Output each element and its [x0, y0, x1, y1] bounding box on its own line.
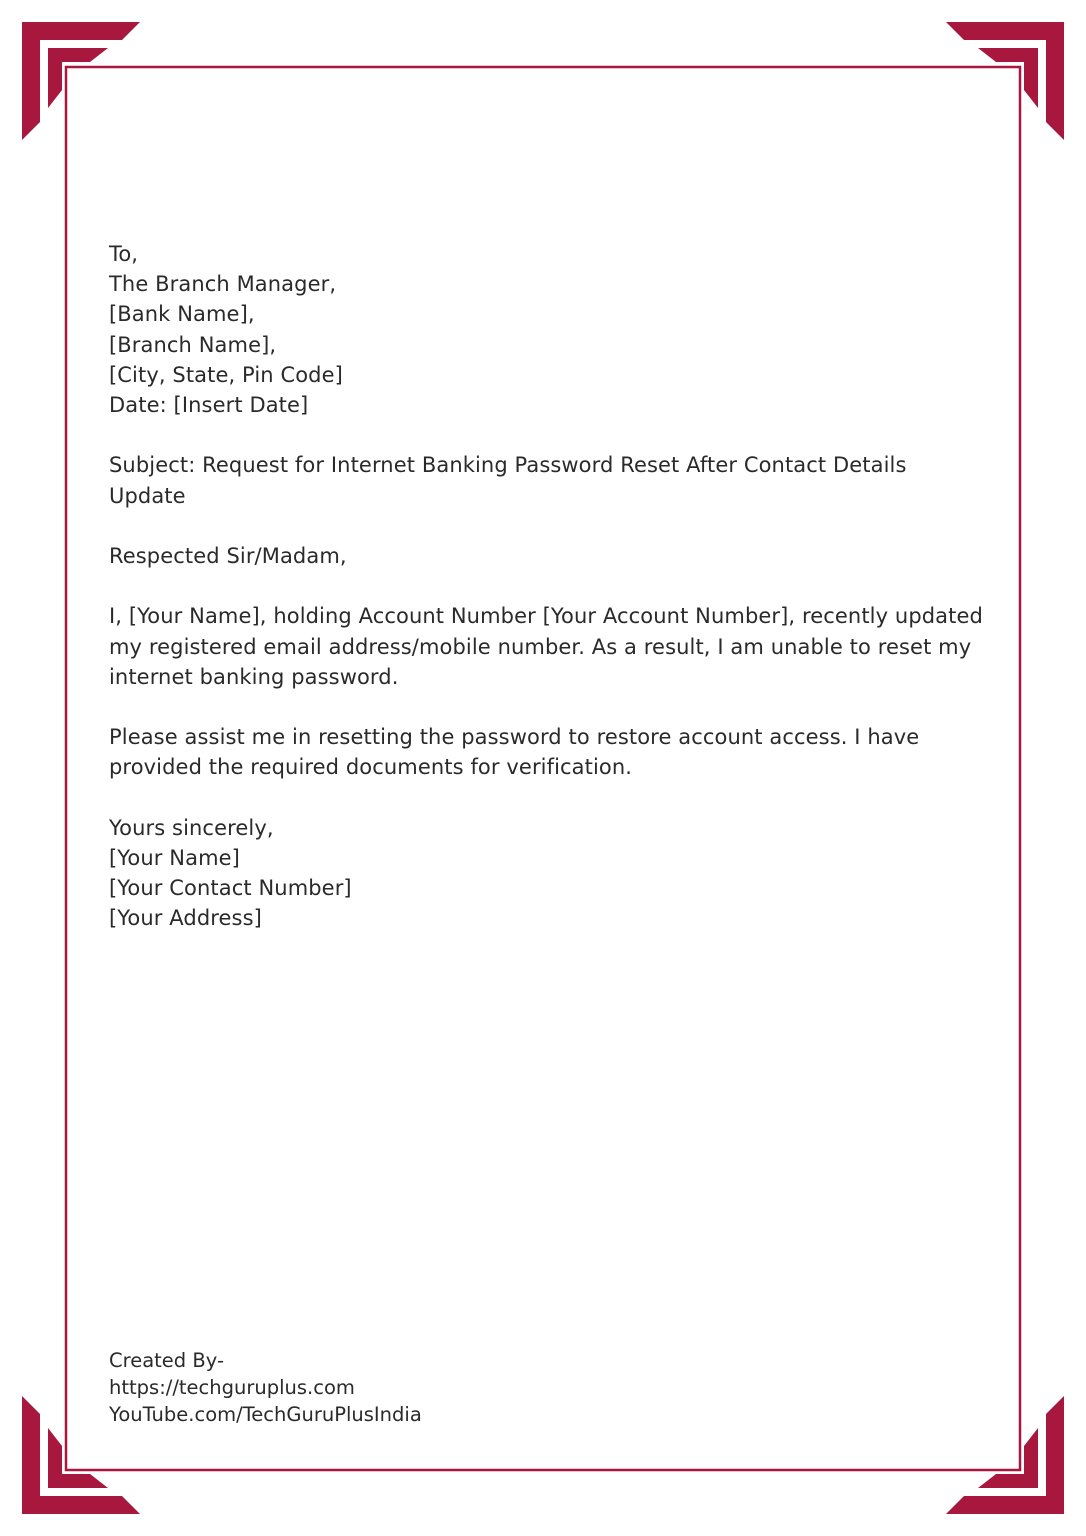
closing-name: [Your Name]: [109, 845, 240, 870]
letter-greeting: Respected Sir/Madam,: [109, 544, 347, 568]
body-paragraph-1: I, [Your Name], holding Account Number [Your Account Number], recently updated my registered email address/mobile number. As a result, I am unable to reset my internet banking password.: [109, 604, 983, 689]
closing-contact: [Your Contact Number]: [109, 876, 352, 901]
closing-sign-off: Yours sincerely,: [109, 815, 274, 840]
footer-website-link[interactable]: https://techguruplus.com: [109, 1376, 355, 1400]
corner-ornament-top-right: [946, 22, 1064, 140]
body-paragraph-2: Please assist me in resetting the password to restore account access. I have provided the required documents for verification.: [109, 725, 920, 780]
recipient-location: [City, State, Pin Code]: [109, 362, 343, 387]
corner-ornament-top-left: [22, 22, 140, 140]
letter-body: [109, 239, 989, 934]
letter-subject: Subject: Request for Internet Banking Password Reset After Contact Details Update: [109, 453, 907, 508]
closing-address: [Your Address]: [109, 906, 262, 931]
letter-date: Date: [Insert Date]: [109, 393, 309, 418]
footer-created-by: Created By-: [109, 1349, 224, 1372]
footer-youtube-link[interactable]: YouTube.com/TechGuruPlusIndia: [109, 1403, 422, 1427]
recipient-branch-name: [Branch Name],: [109, 332, 277, 357]
recipient-bank-name: [Bank Name],: [109, 302, 255, 327]
recipient-to: To,: [109, 242, 139, 266]
corner-ornament-bottom-right: [946, 1396, 1064, 1514]
recipient-title: The Branch Manager,: [109, 272, 337, 297]
footer-credits: [109, 1347, 422, 1429]
